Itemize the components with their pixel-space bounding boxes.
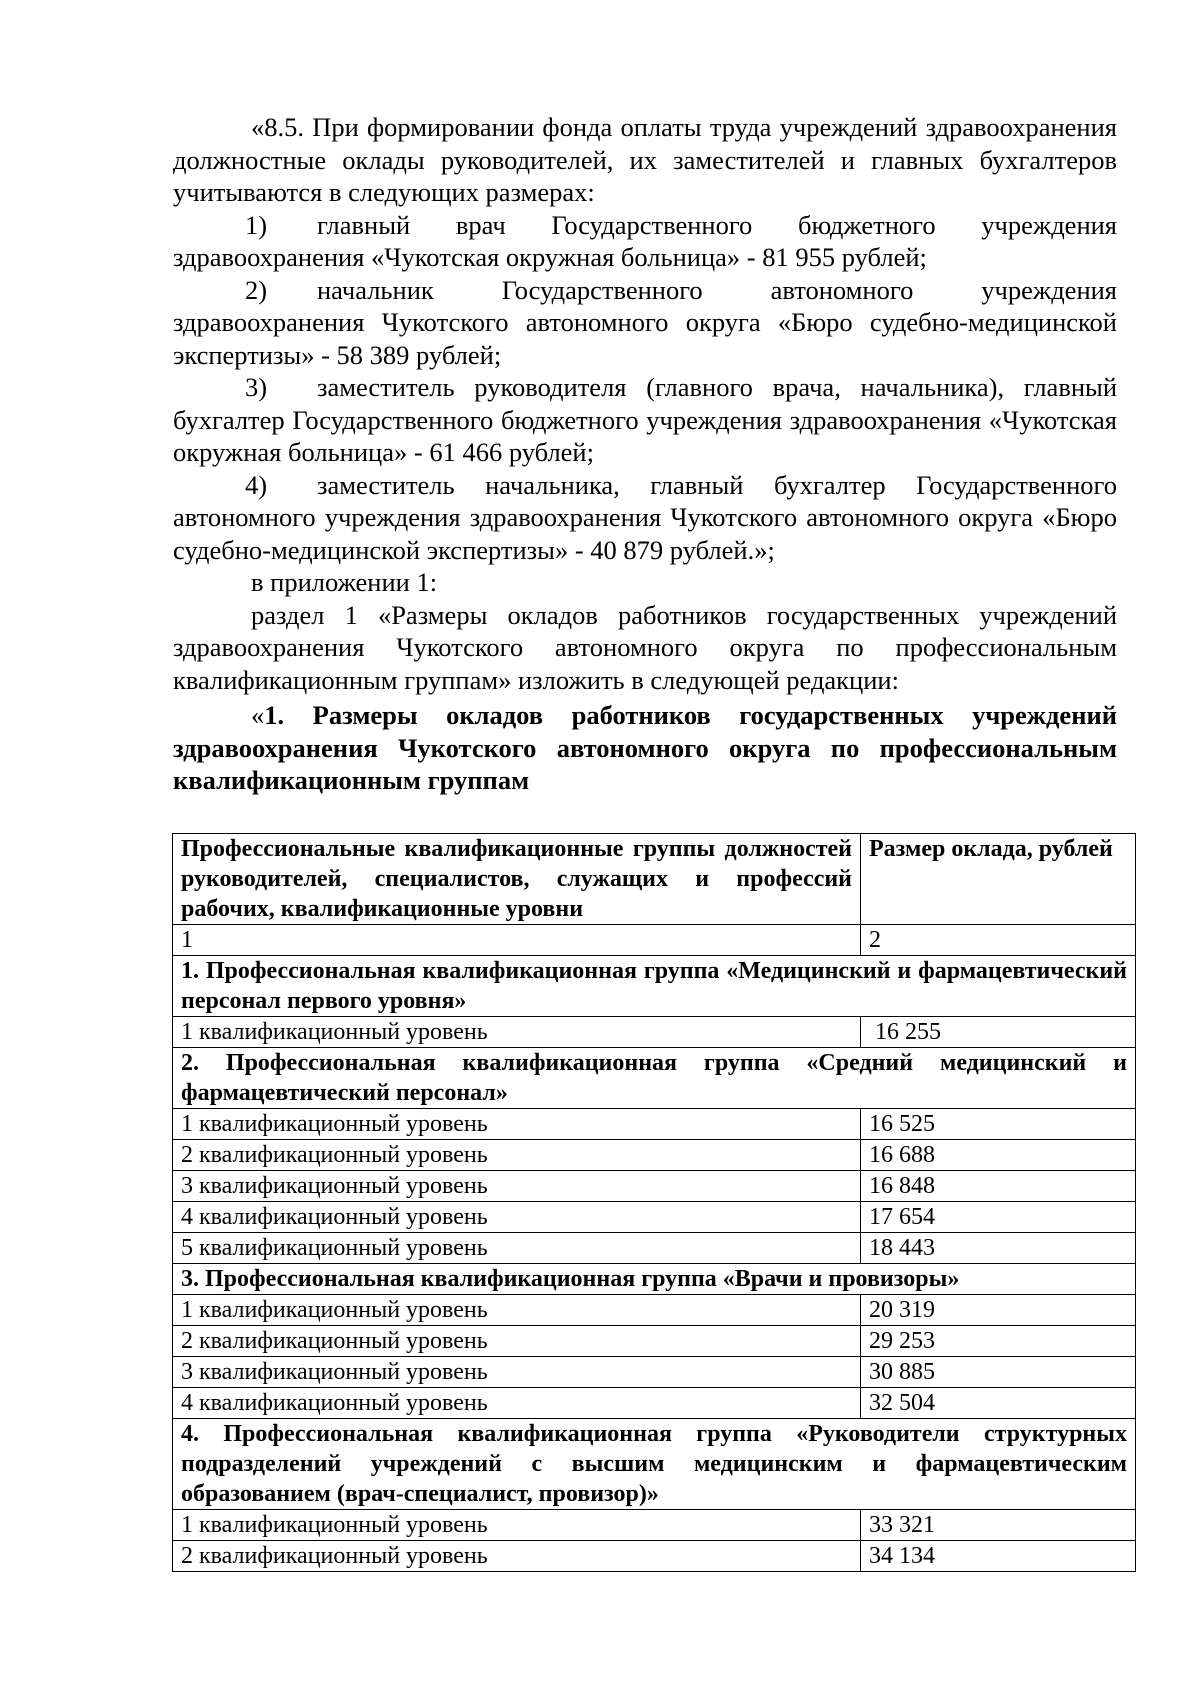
salary-table xyxy=(172,833,1136,1572)
salary-cell: 34 134 xyxy=(861,1541,1136,1572)
salary-cell: 16 525 xyxy=(861,1109,1136,1140)
level-cell: 1 квалификационный уровень xyxy=(173,1017,861,1048)
table-row xyxy=(173,1171,1136,1202)
level-cell: 2 квалификационный уровень xyxy=(173,1541,861,1572)
list-item-1 xyxy=(173,209,1117,274)
numbering-cell-1: 1 xyxy=(173,925,861,956)
salary-cell: 18 443 xyxy=(861,1233,1136,1264)
salary-cell: 20 319 xyxy=(861,1295,1136,1326)
level-cell: 2 квалификационный уровень xyxy=(173,1326,861,1357)
table-group-row xyxy=(173,1048,1136,1109)
salary-cell: 32 504 xyxy=(861,1388,1136,1419)
table-row xyxy=(173,1326,1136,1357)
heading-quote: « xyxy=(251,700,265,730)
list-item-text: заместитель начальника, главный бухгалтер Государственного автономного учреждения здравоохранения Чукотского автономного округа «Бюро судебно-медицинской экспертизы» - 40 879 рублей.»; xyxy=(173,469,1117,565)
level-cell: 4 квалификационный уровень xyxy=(173,1202,861,1233)
list-item-2 xyxy=(173,274,1117,372)
salary-cell: 16 255 xyxy=(861,1017,1136,1048)
salary-cell: 16 688 xyxy=(861,1140,1136,1171)
table-row xyxy=(173,1388,1136,1419)
level-cell: 3 квалификационный уровень xyxy=(173,1357,861,1388)
group-title-cell: 4. Профессиональная квалификационная группа «Руководители структурных подразделений учреждений с высшим медицинским и фармацевтическим образованием (врач-специалист, провизор)» xyxy=(173,1419,1136,1510)
table-group-row xyxy=(173,956,1136,1017)
heading-text: 1. Размеры окладов работников государственных учреждений здравоохранения Чукотского автономного округа по профессиональным квалификационным группам xyxy=(173,700,1117,795)
table-row xyxy=(173,1295,1136,1326)
group-title-cell: 1. Профессиональная квалификационная группа «Медицинский и фармацевтический персонал первого уровня» xyxy=(173,956,1136,1017)
table-row xyxy=(173,1140,1136,1171)
table-group-row xyxy=(173,1264,1136,1295)
header-cell-groups: Профессиональные квалификационные группы должностей руководителей, специалистов, служащих и профессий рабочих, квалификационные уровни xyxy=(173,834,861,925)
list-item-text: главный врач Государственного бюджетного учреждения здравоохранения «Чукотская окружная больница» - 81 955 рублей; xyxy=(173,209,1117,272)
level-cell: 4 квалификационный уровень xyxy=(173,1388,861,1419)
list-item-4 xyxy=(173,469,1117,567)
header-cell-salary: Размер оклада, рублей xyxy=(861,834,1136,925)
table-row xyxy=(173,1017,1136,1048)
table-header-row xyxy=(173,834,1136,925)
level-cell: 5 квалификационный уровень xyxy=(173,1233,861,1264)
table-row xyxy=(173,1541,1136,1572)
level-cell: 3 квалификационный уровень xyxy=(173,1171,861,1202)
table-numbering-row xyxy=(173,925,1136,956)
list-item-text: начальник Государственного автономного учреждения здравоохранения Чукотского автономного округа «Бюро судебно-медицинской экспертизы» - 58 389 рублей; xyxy=(173,274,1117,370)
list-item-number: 1) xyxy=(245,209,268,240)
salary-cell: 30 885 xyxy=(861,1357,1136,1388)
table-row xyxy=(173,1510,1136,1541)
salary-cell: 17 654 xyxy=(861,1202,1136,1233)
level-cell: 2 квалификационный уровень xyxy=(173,1140,861,1171)
paragraph-section-1: раздел 1 «Размеры окладов работников государственных учреждений здравоохранения Чукотского автономного округа по профессиональным квалификационным группам» изложить в следующей редакции: xyxy=(173,599,1117,695)
list-item-number: 4) xyxy=(245,469,268,500)
table-row xyxy=(173,1357,1136,1388)
document-body xyxy=(173,111,1117,797)
level-cell: 1 квалификационный уровень xyxy=(173,1295,861,1326)
paragraph-appendix: в приложении 1: xyxy=(251,567,438,597)
group-title-cell: 3. Профессиональная квалификационная группа «Врачи и провизоры» xyxy=(173,1264,1136,1295)
level-cell: 1 квалификационный уровень xyxy=(173,1510,861,1541)
list-item-number: 2) xyxy=(245,274,268,305)
section-heading xyxy=(173,699,1117,797)
salary-cell: 29 253 xyxy=(861,1326,1136,1357)
table-row xyxy=(173,1109,1136,1140)
paragraph-8-5: «8.5. При формировании фонда оплаты труда учреждений здравоохранения должностные оклады руководителей, их заместителей и главных бухгалтеров учитываются в следующих размерах: xyxy=(173,112,1117,207)
group-title-cell: 2. Профессиональная квалификационная группа «Средний медицинский и фармацевтический персонал» xyxy=(173,1048,1136,1109)
list-item-3 xyxy=(173,371,1117,469)
salary-cell: 16 848 xyxy=(861,1171,1136,1202)
list-item-text: заместитель руководителя (главного врача, начальника), главный бухгалтер Государственного бюджетного учреждения здравоохранения «Чукотская окружная больница» - 61 466 рублей; xyxy=(173,372,1117,467)
numbering-cell-2: 2 xyxy=(861,925,1136,956)
list-item-number: 3) xyxy=(245,372,268,402)
table-row xyxy=(173,1202,1136,1233)
table-group-row xyxy=(173,1419,1136,1510)
salary-cell: 33 321 xyxy=(861,1510,1136,1541)
table-row xyxy=(173,1233,1136,1264)
level-cell: 1 квалификационный уровень xyxy=(173,1109,861,1140)
